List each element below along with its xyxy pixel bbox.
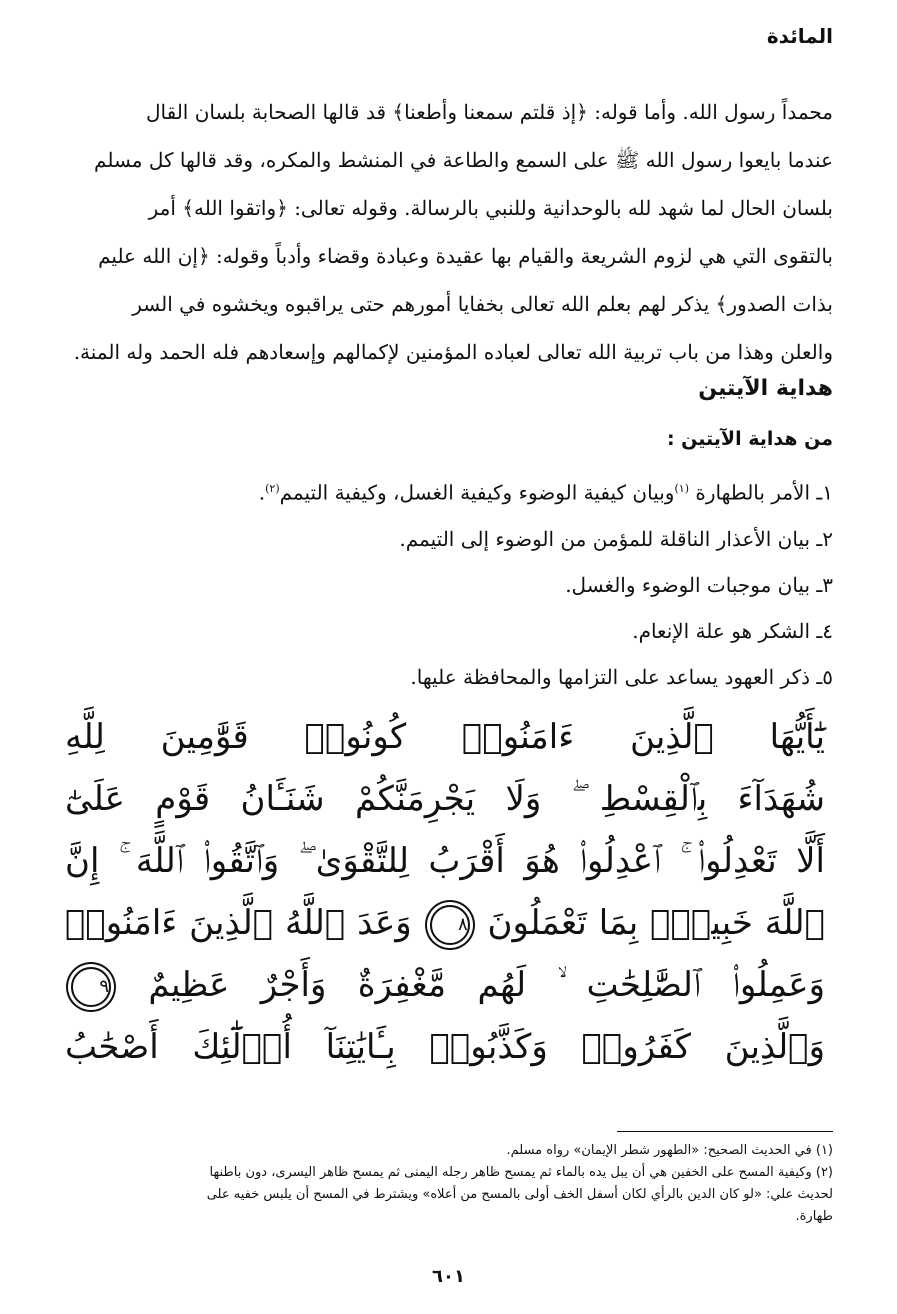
benefit-item [61, 466, 833, 516]
footnote-ref[interactable]: (١) [674, 482, 689, 495]
commentary-line: بالتقوى التي هي لزوم الشريعة والقيام بها عقيدة وعبادة وقضاء وأدباً وقوله: ﴿إن الله عليم [98, 244, 833, 268]
commentary-line: بلسان الحال لما شهد لله بالوحدانية وللنبي بالرسالة. وقوله تعالى: ﴿واتقوا الله﴾ أمر [148, 196, 833, 220]
footnote-divider [617, 1131, 833, 1132]
footnotes [61, 1140, 833, 1228]
commentary-line: عندما بايعوا رسول الله ﷺ على السمع والطاعة في المنشط والمكره، وقد قالها كل مسلم [94, 148, 833, 172]
benefit-item [61, 608, 833, 654]
quran-line: أَلَّا تَعْدِلُوا۟ ۚ ٱعْدِلُوا۟ هُوَ أَقْرَبُ لِلتَّقْوَىٰ ۖ وَٱتَّقُوا۟ ٱللَّهَ ۚ إِنَّ [65, 841, 825, 881]
quran-text: وَعَدَ ٱللَّهُ ٱلَّذِينَ ءَامَنُوا۟ [65, 903, 412, 943]
commentary-line: والعلن وهذا من باب تربية الله تعالى لعباده المؤمنين لإكمالهم وإسعادهم فله الحمد وله المنة. [73, 340, 833, 364]
section-title: هداية الآيتين [698, 376, 833, 401]
benefit-text: بيان موجبات الوضوء والغسل. [565, 572, 811, 597]
benefit-number: ٣ـ [816, 572, 833, 597]
page-number: ٦٠١ [432, 1266, 465, 1287]
commentary-line: محمداً رسول الله. وأما قوله: ﴿إذ قلتم سمعنا وأطعنا﴾ قد قالها الصحابة بلسان القال [145, 100, 833, 124]
benefit-text: وبيان كيفية الوضوء وكيفية الغسل، وكيفية التيمم [279, 480, 675, 505]
footnote-line: طهارة. [795, 1209, 833, 1224]
footnote-line: لحديث علي: «لو كان الدين بالرأي لكان أسفل الخف أولى بالمسح من أعلاه» ويشترط في المسح أن يلبس خفيه على [206, 1187, 833, 1202]
quran-line [65, 954, 825, 1016]
benefits-intro: من هداية الآيتين : [666, 428, 833, 450]
surah-name-header: المائدة [766, 24, 833, 48]
commentary-text [61, 88, 833, 376]
quran-verses [65, 706, 825, 1078]
benefits-list [61, 466, 833, 700]
benefit-text: الشكر هو علة الإنعام. [632, 618, 811, 643]
benefit-number: ١ـ [816, 480, 833, 505]
benefit-number: ٥ـ [816, 664, 833, 689]
benefit-text: الأمر بالطهارة [688, 480, 811, 505]
benefit-item [61, 516, 833, 562]
ayah-number-marker: ٩ [71, 967, 111, 1007]
benefit-item [61, 562, 833, 608]
footnote-line: (٢) وكيفية المسح على الخفين هي أن يبل يده بالماء ثم يمسح ظاهر رجله اليمنى ثم يمسح ظاهر اليسرى، دون باطنها [209, 1165, 833, 1180]
quran-line: شُهَدَآءَ بِٱلْقِسْطِ ۖ وَلَا يَجْرِمَنَّكُمْ شَنَـَٔانُ قَوْمٍ عَلَىٰٓ [65, 779, 825, 819]
quran-line: يَٰٓأَيُّهَا ٱلَّذِينَ ءَامَنُوا۟ كُونُوا۟ قَوَّٰمِينَ لِلَّهِ [65, 717, 825, 757]
quran-text: وَعَمِلُوا۟ ٱلصَّٰلِحَٰتِ ۙ لَهُم مَّغْفِرَةٌ وَأَجْرٌ عَظِيمٌ [148, 965, 825, 1005]
quran-line: وَٱلَّذِينَ كَفَرُوا۟ وَكَذَّبُوا۟ بِـَٔايَٰتِنَآ أُو۟لَٰٓئِكَ أَصْحَٰبُ [65, 1027, 825, 1067]
quran-line [65, 892, 825, 954]
benefit-text: . [258, 480, 266, 505]
benefit-text: ذكر العهود يساعد على التزامها والمحافظة عليها. [410, 664, 811, 689]
commentary-line: بذات الصدور﴾ يذكر لهم بعلم الله تعالى بخفايا أمورهم حتى يراقبوه ويخشوه في السر [132, 292, 833, 316]
footnote: (١) في الحديث الصحيح: «الطهور شطر الإيمان» رواه مسلم. [506, 1143, 833, 1158]
benefit-number: ٤ـ [816, 618, 833, 643]
ayah-number-marker: ٨ [430, 905, 470, 945]
benefit-item [61, 654, 833, 700]
footnote-ref[interactable]: (٢) [265, 482, 280, 495]
quran-text: ٱللَّهَ خَبِيرٌۢ بِمَا تَعْمَلُونَ [487, 903, 826, 943]
benefit-number: ٢ـ [816, 526, 833, 551]
benefit-text: بيان الأعذار الناقلة للمؤمن من الوضوء إلى التيمم. [399, 526, 811, 551]
